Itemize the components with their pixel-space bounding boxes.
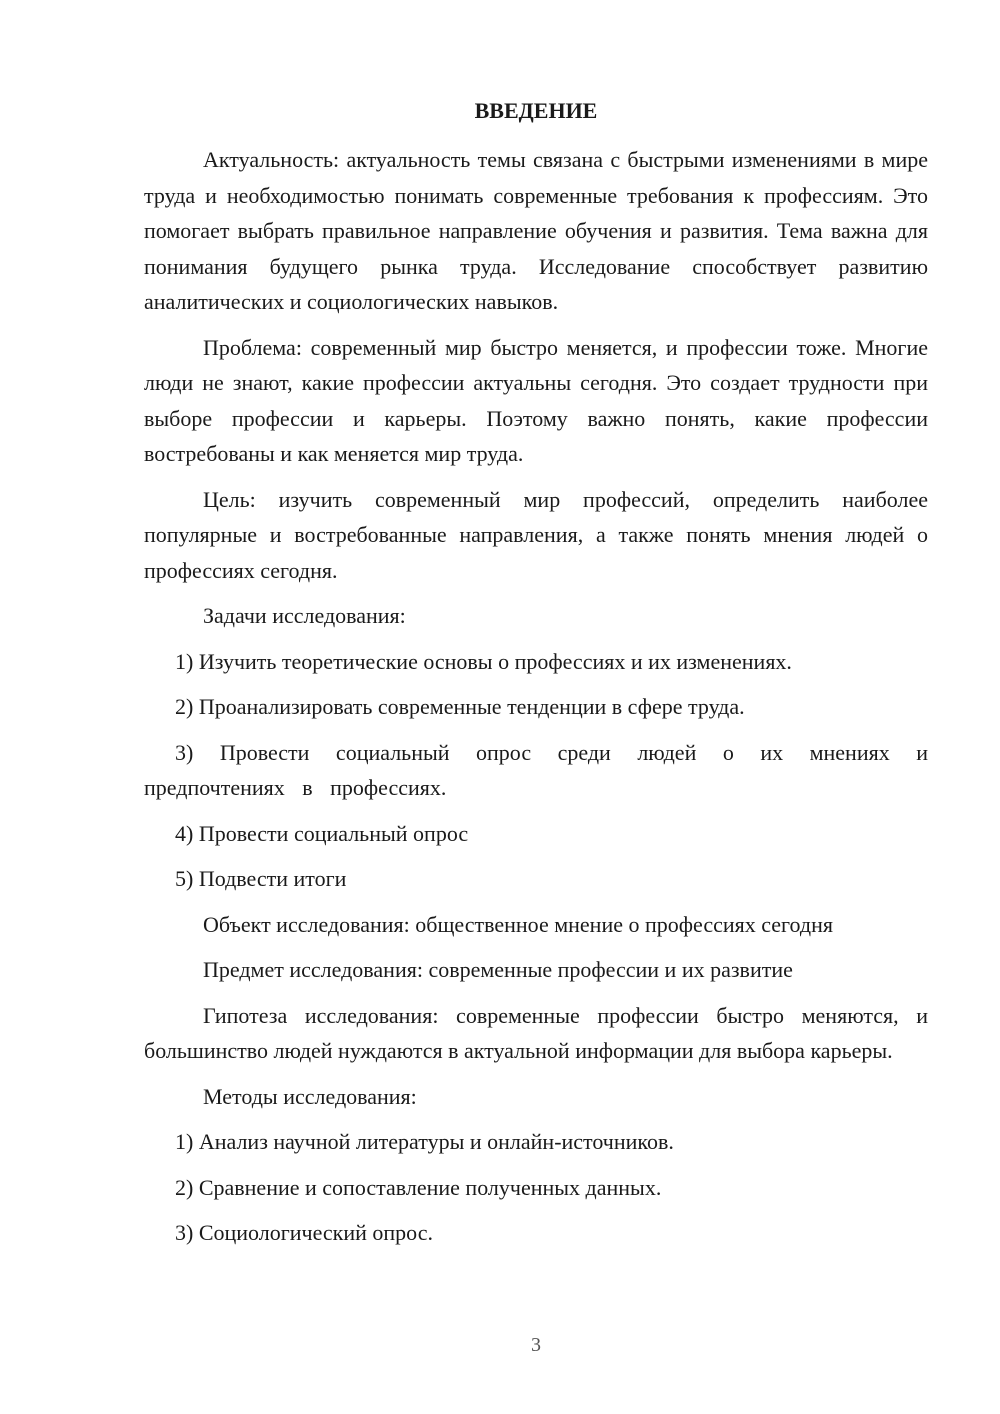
tasks-heading: Задачи исследования:: [203, 603, 406, 628]
list-item-task-4: 4) Провести социальный опрос: [175, 820, 469, 846]
methods-heading: Методы исследования:: [203, 1083, 417, 1109]
page-number: 3: [531, 1334, 541, 1356]
list-item-method-2: 2) Сравнение и сопоставление полученных данных.: [175, 1174, 662, 1200]
list-item-method-1: 1) Анализ научной литературы и онлайн-источников.: [175, 1129, 674, 1154]
list-item-method-3: 3) Социологический опрос.: [175, 1220, 433, 1245]
list-item-task-2: 2) Проанализировать современные тенденции в сфере труда.: [175, 694, 745, 719]
paragraph-relevance: Актуальность: актуальность темы связана с быстрыми изменениями в мире труда и необходимостью понимать современные требования к профессиям. Это помогает выбрать правильное направление обучения и развития. Тема важна для понимания будущего рынка труда. Исследование способствует развитию аналитических и социологических навыков.: [144, 147, 928, 314]
list-item-task-5: 5) Подвести итоги: [175, 866, 347, 891]
paragraph-object: Объект исследования: общественное мнение о профессиях сегодня: [203, 911, 833, 937]
list-item-task-1: 1) Изучить теоретические основы о профессиях и их изменениях.: [175, 648, 792, 674]
paragraph-problem: Проблема: современный мир быстро меняется, и профессии тоже. Многие люди не знают, какие профессии актуальны сегодня. Это создает трудности при выборе профессии и карьеры. Поэтому важно понять, какие профессии востребованы и как меняется мир труда.: [144, 334, 928, 466]
paragraph-subject: Предмет исследования: современные профессии и их развитие: [203, 957, 793, 982]
paragraph-goal: Цель: изучить современный мир профессий, определить наиболее популярные и востребованные направления, а также понять мнения людей о профессиях сегодня.: [144, 486, 928, 583]
paragraph-hypothesis: Гипотеза исследования: современные профессии быстро меняются, и большинство людей нуждаются в актуальной информации для выбора карьеры.: [144, 1002, 928, 1063]
page-title: ВВЕДЕНИЕ: [474, 98, 598, 123]
document-body: [144, 142, 928, 1261]
list-item-task-3: 3) Провести социальный опрос среди людей о их мнениях и предпочтениях в профессиях.: [144, 739, 928, 800]
